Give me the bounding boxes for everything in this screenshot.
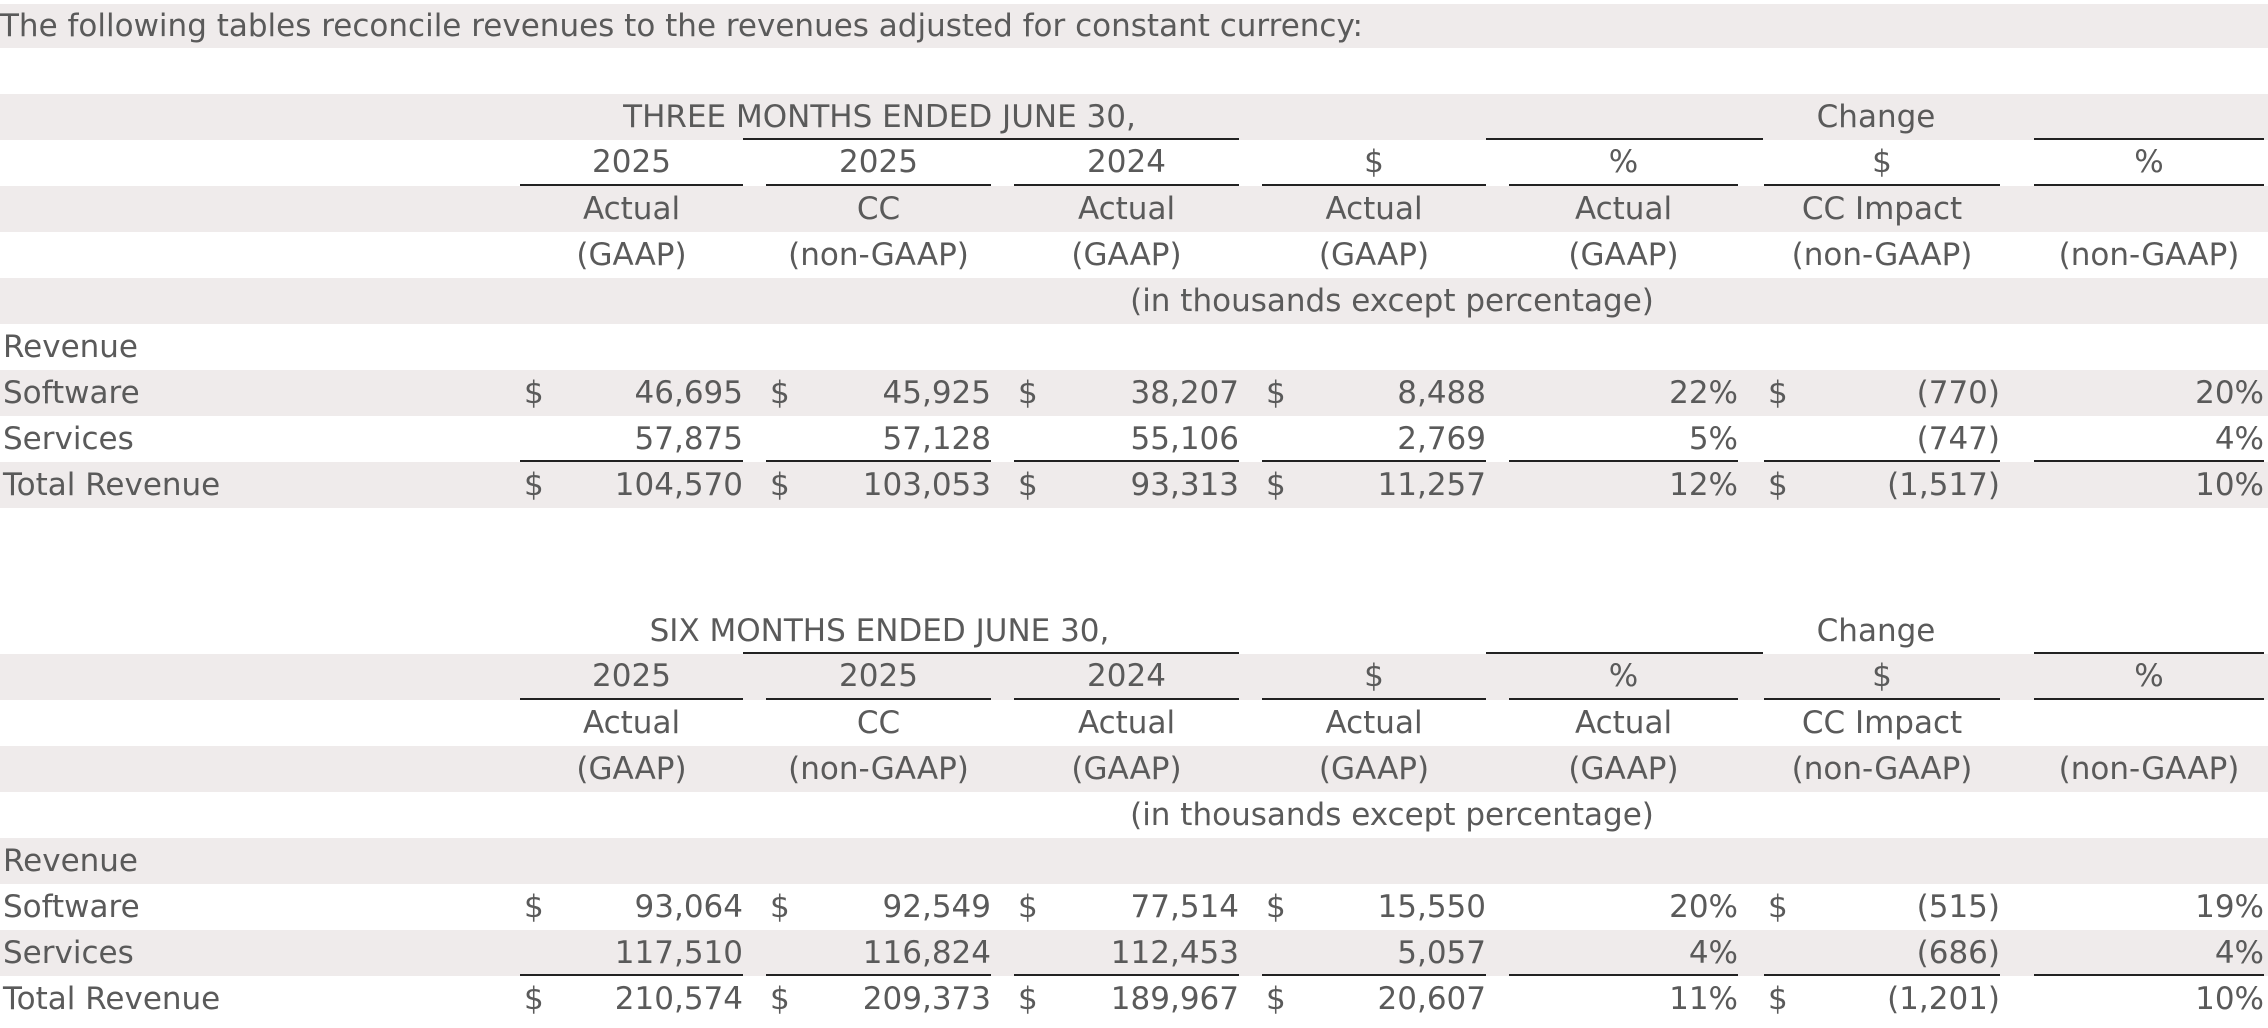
column-label: Actual xyxy=(582,705,681,741)
currency-symbol: $ xyxy=(1018,889,1038,925)
table-row xyxy=(0,416,2268,462)
table-cell-value: 112,453 xyxy=(1110,935,1239,971)
table-cell-value: 4% xyxy=(2214,421,2264,457)
table-cell-value: 116,824 xyxy=(862,935,991,971)
table-cell-value: 5,057 xyxy=(1397,935,1486,971)
table-cell-value: 92,549 xyxy=(882,889,991,925)
table-row xyxy=(0,884,2268,930)
table-cell-value: 117,510 xyxy=(614,935,743,971)
currency-symbol: $ xyxy=(1266,375,1286,411)
year-header: 2025 xyxy=(520,654,743,700)
table-cell-value: 22% xyxy=(1669,375,1738,411)
year-header: 2025 xyxy=(766,140,991,186)
currency-symbol: $ xyxy=(1018,467,1038,503)
currency-symbol: $ xyxy=(770,889,790,925)
period-header-row xyxy=(0,94,2268,140)
table-cell-value: (515) xyxy=(1916,889,2000,925)
currency-symbol: $ xyxy=(1768,889,1788,925)
period-header-row xyxy=(0,608,2268,654)
year-header: % xyxy=(2034,140,2264,186)
table-cell-value: 189,967 xyxy=(1110,981,1239,1017)
column-label xyxy=(2034,700,2264,746)
table-cell-value: 11,257 xyxy=(1377,467,1486,503)
table-cell-value: 104,570 xyxy=(614,467,743,503)
table-cell-value: 4% xyxy=(2214,935,2264,971)
currency-symbol: $ xyxy=(524,889,544,925)
table-cell-value: 55,106 xyxy=(1130,421,1239,457)
column-label: Actual xyxy=(1574,705,1673,741)
column-label: CC xyxy=(856,191,901,227)
year-header: $ xyxy=(1764,654,2000,700)
table-cell-value: 10% xyxy=(2195,467,2264,503)
column-label: CC Impact xyxy=(1801,705,1963,741)
table-cell-value: 77,514 xyxy=(1130,889,1239,925)
table-cell-value: 57,128 xyxy=(882,421,991,457)
section-label: Revenue xyxy=(3,843,139,879)
section-row xyxy=(0,324,2268,370)
column-basis: (GAAP) xyxy=(576,751,687,787)
currency-symbol: $ xyxy=(524,467,544,503)
row-label: Total Revenue xyxy=(3,981,221,1017)
table-row xyxy=(0,930,2268,976)
currency-symbol: $ xyxy=(770,467,790,503)
column-basis: (non-GAAP) xyxy=(1791,751,1973,787)
column-label: Actual xyxy=(1077,191,1176,227)
currency-symbol: $ xyxy=(524,375,544,411)
year-header: 2025 xyxy=(520,140,743,186)
change-header: Change xyxy=(1816,613,1936,649)
column-label: Actual xyxy=(582,191,681,227)
column-basis: (non-GAAP) xyxy=(2058,237,2240,273)
table-cell-value: 210,574 xyxy=(614,981,743,1017)
section-label: Revenue xyxy=(3,329,139,365)
year-header: $ xyxy=(1262,140,1486,186)
column-label: Actual xyxy=(1325,705,1423,741)
table-cell-value: 10% xyxy=(2195,981,2264,1017)
currency-symbol: $ xyxy=(524,981,544,1017)
table-row xyxy=(0,462,2268,508)
currency-symbol: $ xyxy=(1768,375,1788,411)
currency-symbol: $ xyxy=(1266,889,1286,925)
row-label: Total Revenue xyxy=(3,467,221,503)
column-label-row xyxy=(0,186,2268,232)
column-basis-row xyxy=(0,232,2268,278)
table-cell-value: 20% xyxy=(2195,375,2264,411)
year-header: $ xyxy=(1764,140,2000,186)
section-row xyxy=(0,838,2268,884)
units-note: (in thousands except percentage) xyxy=(1130,283,1654,319)
table-cell-value: 93,064 xyxy=(634,889,743,925)
row-label: Services xyxy=(3,935,134,971)
table-cell-value: 5% xyxy=(1688,421,1738,457)
table-cell-value: 19% xyxy=(2195,889,2264,925)
row-label: Services xyxy=(3,421,134,457)
column-label: Actual xyxy=(1325,191,1423,227)
column-label xyxy=(2034,186,2264,232)
period-header: THREE MONTHS ENDED JUNE 30, xyxy=(623,99,1136,135)
table-cell-value: 45,925 xyxy=(882,375,991,411)
table-cell-value: 2,769 xyxy=(1397,421,1486,457)
year-header: $ xyxy=(1262,654,1486,700)
table-cell-value: (1,201) xyxy=(1887,981,2000,1017)
column-basis: (non-GAAP) xyxy=(2058,751,2240,787)
table-cell-value: (770) xyxy=(1916,375,2000,411)
intro-text: The following tables reconcile revenues to the revenues adjusted for constant currency: xyxy=(0,4,2268,48)
table-cell-value: 38,207 xyxy=(1130,375,1239,411)
currency-symbol: $ xyxy=(770,981,790,1017)
table-row xyxy=(0,370,2268,416)
currency-symbol: $ xyxy=(1018,375,1038,411)
year-row xyxy=(0,140,2268,186)
table-cell-value: (1,517) xyxy=(1887,467,2000,503)
row-label: Software xyxy=(3,375,140,411)
table-cell-value: 8,488 xyxy=(1397,375,1486,411)
column-label: Actual xyxy=(1077,705,1176,741)
table-cell-value: 15,550 xyxy=(1377,889,1486,925)
year-header: % xyxy=(1509,140,1738,186)
year-header: 2024 xyxy=(1014,654,1239,700)
currency-symbol: $ xyxy=(1266,981,1286,1017)
column-basis: (GAAP) xyxy=(1318,751,1430,787)
units-row xyxy=(0,278,2268,324)
column-basis: (GAAP) xyxy=(1568,751,1679,787)
column-basis: (non-GAAP) xyxy=(1791,237,1973,273)
column-label: CC xyxy=(856,705,901,741)
year-header: % xyxy=(1509,654,1738,700)
table-cell-value: (686) xyxy=(1916,935,2000,971)
currency-symbol: $ xyxy=(770,375,790,411)
table-cell-value: 93,313 xyxy=(1130,467,1239,503)
column-basis: (GAAP) xyxy=(1071,751,1182,787)
units-note: (in thousands except percentage) xyxy=(1130,797,1654,833)
table-cell-value: 57,875 xyxy=(634,421,743,457)
table-cell-value: 4% xyxy=(1688,935,1738,971)
table-cell-value: (747) xyxy=(1916,421,2000,457)
units-row xyxy=(0,792,2268,838)
currency-symbol: $ xyxy=(1768,467,1788,503)
table-cell-value: 12% xyxy=(1669,467,1738,503)
column-basis: (GAAP) xyxy=(1318,237,1430,273)
currency-symbol: $ xyxy=(1266,467,1286,503)
column-basis: (non-GAAP) xyxy=(788,751,969,787)
column-label: Actual xyxy=(1574,191,1673,227)
column-label: CC Impact xyxy=(1801,191,1963,227)
year-header: 2025 xyxy=(766,654,991,700)
year-row xyxy=(0,654,2268,700)
currency-symbol: $ xyxy=(1768,981,1788,1017)
table-cell-value: 20% xyxy=(1669,889,1738,925)
table-cell-value: 20,607 xyxy=(1377,981,1486,1017)
change-header: Change xyxy=(1816,99,1936,135)
column-basis: (non-GAAP) xyxy=(788,237,969,273)
column-label-row xyxy=(0,700,2268,746)
table-cell-value: 209,373 xyxy=(862,981,991,1017)
column-basis: (GAAP) xyxy=(1071,237,1182,273)
year-header: % xyxy=(2034,654,2264,700)
column-basis: (GAAP) xyxy=(576,237,687,273)
table-row xyxy=(0,976,2268,1022)
table-cell-value: 11% xyxy=(1669,981,1738,1017)
year-header: 2024 xyxy=(1014,140,1239,186)
currency-symbol: $ xyxy=(1018,981,1038,1017)
column-basis-row xyxy=(0,746,2268,792)
table-cell-value: 103,053 xyxy=(862,467,991,503)
column-basis: (GAAP) xyxy=(1568,237,1679,273)
table-cell-value: 46,695 xyxy=(634,375,743,411)
period-header: SIX MONTHS ENDED JUNE 30, xyxy=(649,613,1110,649)
row-label: Software xyxy=(3,889,140,925)
